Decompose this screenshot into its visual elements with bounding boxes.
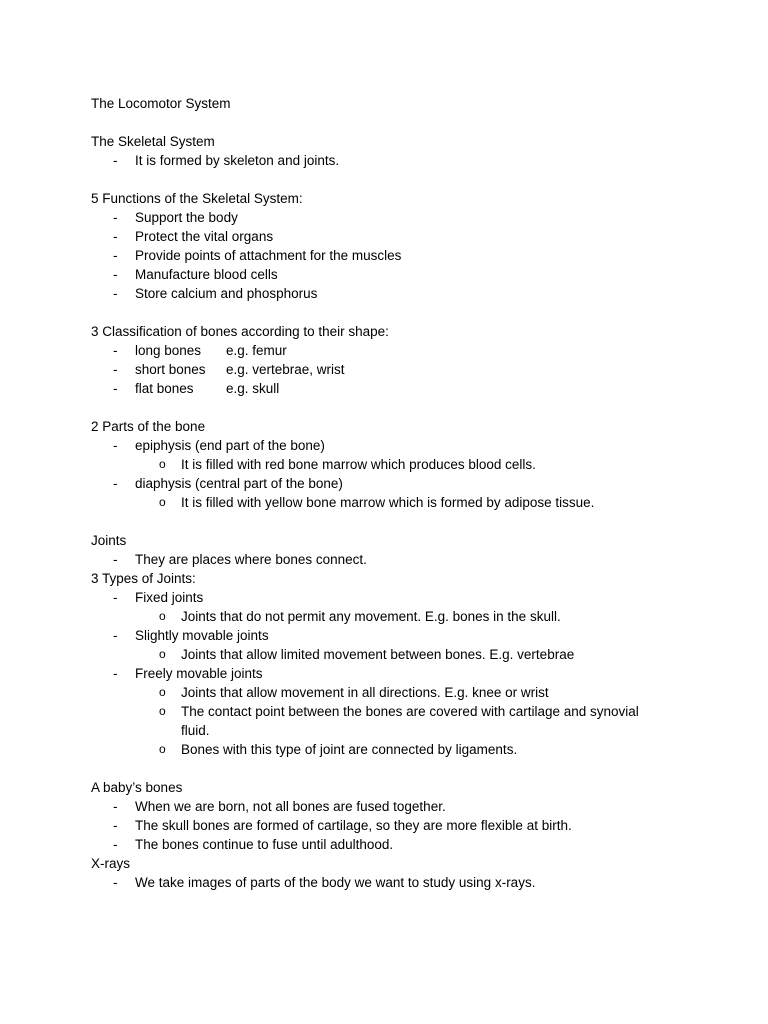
list-item-text: They are places where bones connect.	[135, 552, 367, 567]
list-item-text: The bones continue to fuse until adulthood.	[135, 837, 394, 852]
dash-bullet: -	[113, 210, 118, 225]
list-item-text: We take images of parts of the body we want to study using x-rays.	[135, 875, 536, 890]
dash-bullet: -	[113, 381, 118, 396]
list-item-text: It is formed by skeleton and joints.	[135, 153, 340, 168]
sub-list-item	[159, 702, 728, 740]
sub-list-item	[159, 607, 728, 626]
section-spacer	[91, 113, 728, 132]
sub-list-item-text: It is filled with red bone marrow which produces blood cells.	[181, 457, 536, 472]
sub-list-item-text: The contact point between the bones are covered with cartilage and synovial fluid.	[181, 704, 639, 738]
list-item-text: Freely movable joints	[135, 666, 263, 681]
list-item	[91, 816, 728, 835]
dash-bullet: -	[113, 628, 118, 643]
document-title: The Locomotor System	[91, 96, 231, 111]
circle-bullet: o	[159, 647, 166, 661]
section-spacer	[91, 512, 728, 531]
list-item	[91, 835, 728, 854]
dash-bullet: -	[113, 153, 118, 168]
dash-bullet: -	[113, 229, 118, 244]
list-item	[91, 873, 728, 892]
list-item	[91, 797, 728, 816]
list-item-text	[135, 360, 345, 379]
list-item	[91, 588, 728, 607]
list-item	[91, 360, 728, 379]
section-heading: 2 Parts of the bone	[91, 419, 206, 434]
circle-bullet: o	[159, 704, 166, 718]
list-item-text: The skull bones are formed of cartilage, so they are more flexible at birth.	[135, 818, 572, 833]
bone-type: flat bones	[135, 381, 194, 396]
bone-example: e.g. femur	[226, 343, 287, 358]
list-item-text: Slightly movable joints	[135, 628, 269, 643]
sub-list-item-text: Joints that do not permit any movement. E.g. bones in the skull.	[181, 609, 561, 624]
list-item	[91, 664, 728, 683]
list-item	[91, 626, 728, 645]
section-heading: A baby’s bones	[91, 780, 183, 795]
section-heading: 5 Functions of the Skeletal System:	[91, 191, 303, 206]
list-item-text: Fixed joints	[135, 590, 204, 605]
dash-bullet: -	[113, 248, 118, 263]
list-item-text: Protect the vital organs	[135, 229, 274, 244]
list-item	[91, 436, 728, 455]
list-item-text: Support the body	[135, 210, 238, 225]
list-item-text: When we are born, not all bones are fused together.	[135, 799, 446, 814]
sub-list-item-text: It is filled with yellow bone marrow which is formed by adipose tissue.	[181, 495, 595, 510]
dash-bullet: -	[113, 476, 118, 491]
sub-list-item-text: Bones with this type of joint are connected by ligaments.	[181, 742, 518, 757]
bone-type: long bones	[135, 343, 202, 358]
list-item	[91, 474, 728, 493]
list-item	[91, 265, 728, 284]
sub-list-item	[159, 455, 728, 474]
circle-bullet: o	[159, 685, 166, 699]
dash-bullet: -	[113, 438, 118, 453]
sub-list-item-text: Joints that allow limited movement between bones. E.g. vertebrae	[181, 647, 575, 662]
dash-bullet: -	[113, 818, 118, 833]
list-item	[91, 550, 728, 569]
list-item-text: diaphysis (central part of the bone)	[135, 476, 343, 491]
bone-type: short bones	[135, 362, 206, 377]
document-body	[91, 113, 728, 892]
circle-bullet: o	[159, 495, 166, 509]
dash-bullet: -	[113, 552, 118, 567]
sub-list-item	[159, 740, 728, 759]
list-item-text	[135, 341, 287, 360]
list-item-text: epiphysis (end part of the bone)	[135, 438, 325, 453]
sub-list-item	[159, 645, 728, 664]
list-item	[91, 284, 728, 303]
circle-bullet: o	[159, 457, 166, 471]
section-spacer	[91, 398, 728, 417]
list-item-text: Manufacture blood cells	[135, 267, 278, 282]
dash-bullet: -	[113, 590, 118, 605]
list-item-text	[135, 379, 279, 398]
section-heading: 3 Classification of bones according to their shape:	[91, 324, 389, 339]
list-item	[91, 208, 728, 227]
section-spacer	[91, 303, 728, 322]
bone-example: e.g. vertebrae, wrist	[226, 362, 345, 377]
section-spacer	[91, 759, 728, 778]
sub-list-item	[159, 683, 728, 702]
section-spacer	[91, 170, 728, 189]
list-item	[91, 227, 728, 246]
dash-bullet: -	[113, 362, 118, 377]
dash-bullet: -	[113, 267, 118, 282]
circle-bullet: o	[159, 742, 166, 756]
dash-bullet: -	[113, 286, 118, 301]
section-heading: Joints	[91, 533, 127, 548]
sub-list-item-text: Joints that allow movement in all directions. E.g. knee or wrist	[181, 685, 549, 700]
dash-bullet: -	[113, 343, 118, 358]
dash-bullet: -	[113, 837, 118, 852]
dash-bullet: -	[113, 875, 118, 890]
list-item-text: Store calcium and phosphorus	[135, 286, 318, 301]
section-heading: X-rays	[91, 856, 131, 871]
dash-bullet: -	[113, 799, 118, 814]
list-item	[91, 341, 728, 360]
dash-bullet: -	[113, 666, 118, 681]
sub-list-item	[159, 493, 728, 512]
list-item-text: Provide points of attachment for the muscles	[135, 248, 402, 263]
bone-example: e.g. skull	[226, 381, 280, 396]
section-heading: The Skeletal System	[91, 134, 215, 149]
list-item	[91, 151, 728, 170]
list-item	[91, 246, 728, 265]
section-heading: 3 Types of Joints:	[91, 571, 196, 586]
list-item	[91, 379, 728, 398]
circle-bullet: o	[159, 609, 166, 623]
